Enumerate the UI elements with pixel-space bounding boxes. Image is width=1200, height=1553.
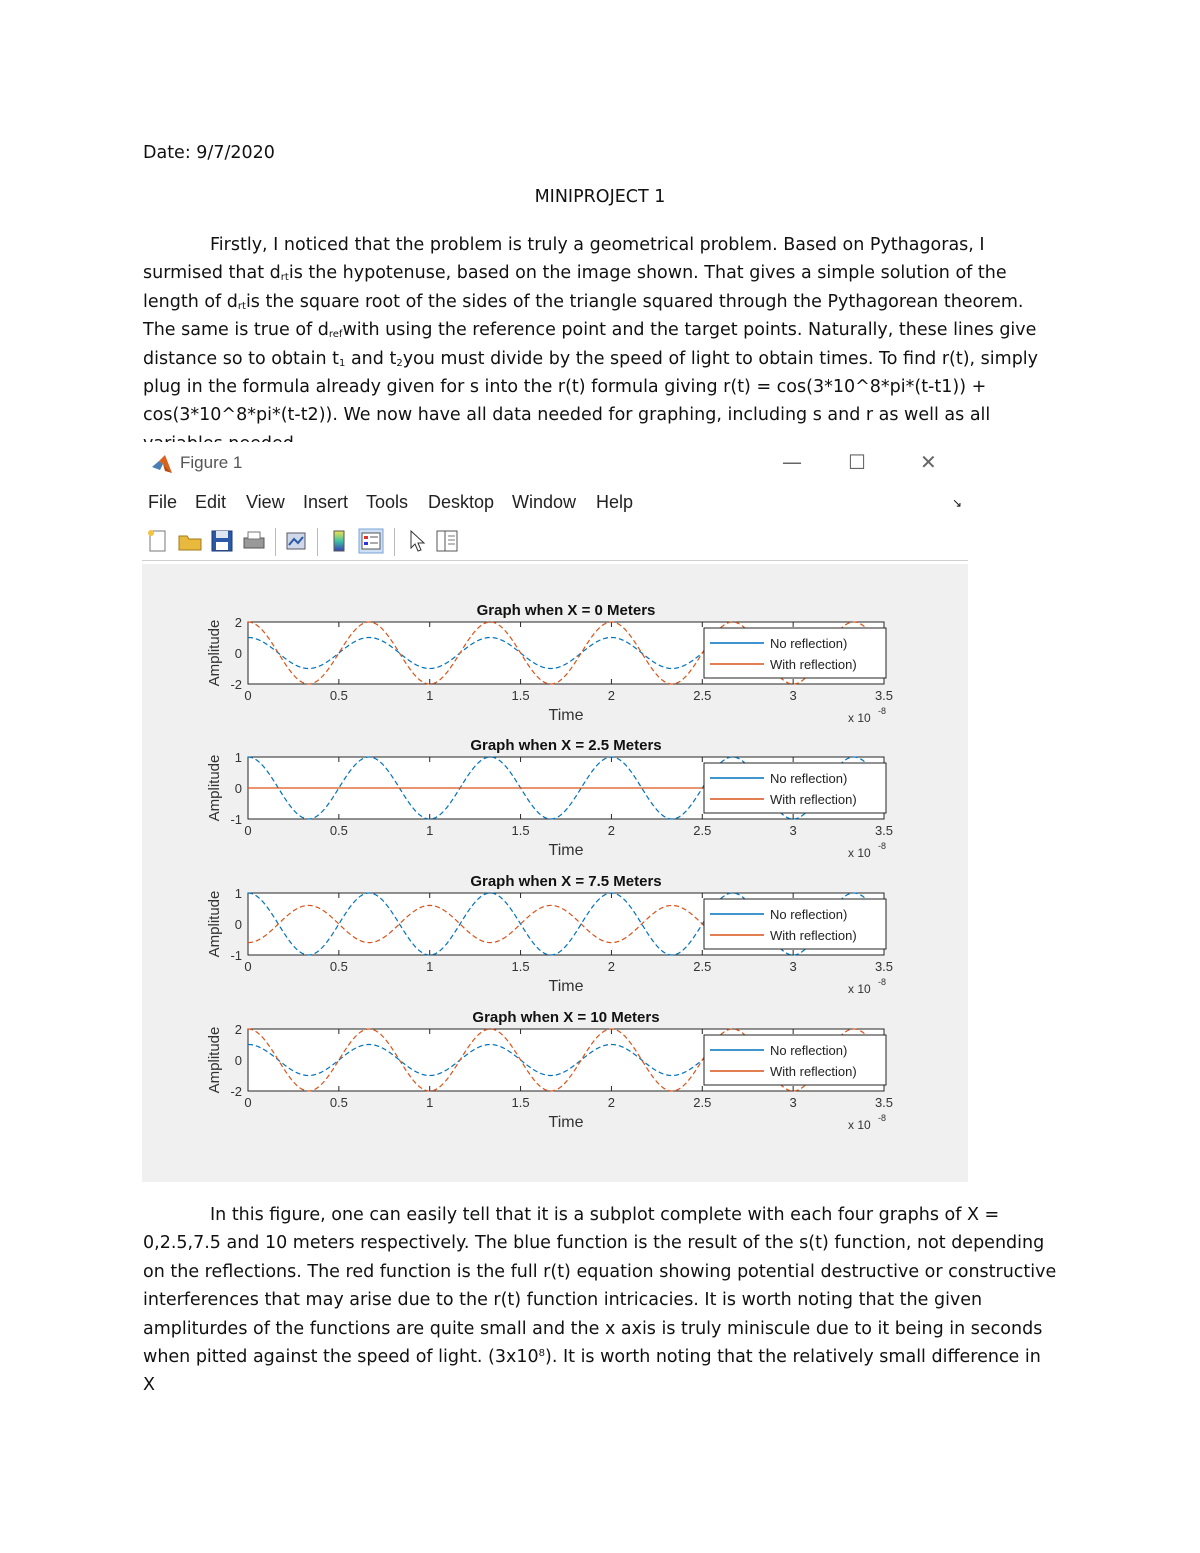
matlab-logo-icon [151, 455, 173, 475]
plot4-legend-label: No reflection) [770, 1043, 848, 1058]
plot3-ytick-label: -1 [230, 948, 242, 963]
plot2-ytick-label: 0 [234, 781, 242, 796]
para1-text-3: is the square root of the sides of the triangle squared through the Pythagorean theorem. The same is true of d [143, 291, 1024, 341]
plot4-xtick-label: 1.5 [511, 1095, 530, 1110]
para2-text-1: In this figure, one can easily tell that it is a subplot complete with each four graphs of X = 0,2.5,7.5 and 10 meters respectively. The blue function is the result of the s(t) function, not depending on the reflections. The red function is the full r(t) equation showing potential destructive or constructive interferences that may arise due to the r(t) function intricacies. It is worth noting that the given ampliturdes of the functions are quite small and the x axis is truly miniscule due to it being in seconds when pitted against the speed of light. (3x10 [143, 1205, 1057, 1368]
plot3-xtick-label: 3 [789, 959, 797, 974]
plot4-legend-label: With reflection) [770, 1064, 857, 1079]
plot3-xtick-label: 2 [607, 959, 616, 974]
paragraph-figure-description [143, 1201, 1058, 1400]
figure-window [142, 442, 968, 1182]
figure-canvas [142, 564, 968, 1182]
paragraph-intro [143, 231, 1058, 458]
plot3-ytick-label: 0 [234, 917, 242, 932]
plot4-xtick-label: 0 [244, 1095, 252, 1110]
plot4-xtick-label: 3.5 [874, 1095, 894, 1110]
subplot-figure [142, 564, 968, 1182]
close-button[interactable]: ✕ [920, 450, 937, 474]
menu-bar [142, 490, 968, 518]
link-plot-icon[interactable] [283, 528, 309, 554]
maximize-button[interactable]: ☐ [848, 450, 866, 474]
plot3-xtick-label: 1 [426, 959, 434, 974]
document-title: MINIPROJECT 1 [534, 187, 666, 207]
plot1-legend-label: No reflection) [770, 636, 848, 651]
plot4-xtick-label: 0.5 [329, 1095, 348, 1110]
subscript-2: 2 [396, 357, 403, 369]
plot4-xtick-label: 2.5 [693, 1095, 712, 1110]
plot4-xtick-label: 3 [789, 1095, 797, 1110]
plot3-xtick-label: 0 [244, 959, 252, 974]
date-line: Date: 9/7/2020 [143, 143, 275, 163]
plot1-ylabel: Amplitude [206, 619, 223, 687]
plot1-ytick-label: 2 [234, 615, 242, 630]
plot1-xlabel: Time [548, 707, 584, 724]
plot2-xtick-label: 1.5 [511, 823, 530, 838]
para1-text-2: is the hypotenuse, based on the image shown. That gives a simple solution of the length of d [143, 263, 1007, 312]
plot1-x-exponent: x 10 [848, 711, 871, 725]
plot3-ylabel: Amplitude [206, 890, 223, 958]
plot4-ytick-label: -2 [230, 1084, 242, 1099]
subscript-rt: rt [280, 272, 289, 284]
plot4-x-exponent: x 10 [848, 1118, 871, 1132]
plot3-xtick-label: 3.5 [874, 959, 894, 974]
plot3-xtick-label: 0.5 [329, 959, 348, 974]
plot2-legend-label: With reflection) [770, 792, 857, 807]
plot4-x-exponent-power: -8 [878, 1113, 887, 1123]
save-icon[interactable] [209, 528, 235, 554]
property-inspector-icon[interactable] [434, 528, 460, 554]
menu-desktop[interactable]: Desktop [428, 492, 495, 512]
plot2-ytick-label: -1 [230, 812, 242, 827]
plot2-xtick-label: 3 [789, 823, 797, 838]
menu-view[interactable]: View [246, 492, 285, 512]
plot2-x-exponent: x 10 [848, 846, 871, 860]
plot1-xtick-label: 3 [789, 688, 797, 703]
plot4-xtick-label: 1 [426, 1095, 434, 1110]
toolbar-separator [317, 528, 318, 556]
plot2-x-exponent-power: -8 [878, 841, 887, 851]
para1-text-6: you must divide by the speed of light to obtain times. To find r(t), simply plug in the formula already given for s into the r(t) formula giving r(t) = cos(3*10^8*pi*(t-t1)) + cos(3*10^8*pi*(t-t2)). We now have all data needed for graphing, including s and r as well as all [143, 348, 1039, 426]
plot4-ytick-label: 2 [234, 1022, 242, 1037]
plot1-ytick-label: 0 [234, 646, 242, 661]
menu-help[interactable]: Help [596, 492, 634, 512]
plot2-legend-label: No reflection) [770, 771, 848, 786]
plot4-ytick-label: 0 [234, 1053, 242, 1068]
edit-plot-icon[interactable] [404, 528, 430, 554]
plot3-xtick-label: 2.5 [693, 959, 712, 974]
plot2-ylabel: Amplitude [206, 754, 223, 822]
para1-text-4: with using the reference point and the target points. Naturally, these lines give distance so to obtain t [143, 320, 1037, 369]
window-titlebar[interactable] [142, 442, 968, 486]
plot4-xlabel: Time [548, 1114, 584, 1131]
para1-text-1: Firstly, I noticed that the problem is truly a geometrical problem. Based on Pythagoras, I surmised that d [143, 235, 985, 284]
superscript-8: 8 [538, 1348, 546, 1360]
plot2-xlabel: Time [548, 842, 584, 859]
plot2-xtick-label: 0.5 [329, 823, 348, 838]
plot3-xlabel: Time [548, 978, 584, 995]
plot2-xtick-label: 2 [607, 823, 616, 838]
para1-text-5: and t [345, 348, 397, 369]
menu-window[interactable]: Window [512, 492, 577, 512]
plot3-x-exponent-power: -8 [878, 977, 887, 987]
plot2-xtick-label: 0 [244, 823, 252, 838]
open-file-icon[interactable] [177, 528, 203, 554]
plot1-xtick-label: 2.5 [693, 688, 712, 703]
para2-text-2: ). It is worth noting that the relatively small difference in X [143, 1347, 1041, 1396]
colorbar-icon[interactable] [326, 528, 352, 554]
plot3-legend-label: With reflection) [770, 928, 857, 943]
menu-insert[interactable]: Insert [303, 492, 349, 512]
plot3-ytick-label: 1 [234, 886, 242, 901]
figure-toolbar [142, 522, 968, 561]
subscript-1: 1 [339, 357, 346, 369]
plot3-legend-label: No reflection) [770, 907, 848, 922]
print-icon[interactable] [241, 528, 267, 554]
plot3-xtick-label: 1.5 [511, 959, 530, 974]
menu-edit[interactable]: Edit [195, 492, 227, 512]
toolbar-separator [275, 528, 276, 556]
plot2-title: Graph when X = 2.5 Meters [470, 737, 662, 754]
plot4-title: Graph when X = 10 Meters [472, 1009, 660, 1026]
plot1-xtick-label: 0.5 [329, 688, 348, 703]
plot3-x-exponent: x 10 [848, 982, 871, 996]
plot1-xtick-label: 0 [244, 688, 252, 703]
minimize-button[interactable]: — [782, 450, 802, 474]
plot2-xtick-label: 3.5 [874, 823, 894, 838]
plot1-xtick-label: 1 [426, 688, 434, 703]
plot4-xtick-label: 2 [607, 1095, 616, 1110]
plot1-title: Graph when X = 0 Meters [476, 602, 656, 619]
window-title: Figure 1 [180, 453, 243, 472]
plot1-xtick-label: 2 [607, 688, 616, 703]
legend-icon[interactable] [358, 528, 384, 554]
plot2-xtick-label: 2.5 [693, 823, 712, 838]
plot1-legend-label: With reflection) [770, 657, 857, 672]
plot4-ylabel: Amplitude [206, 1026, 223, 1094]
plot1-ytick-label: -2 [230, 677, 242, 692]
plot2-ytick-label: 1 [234, 750, 242, 765]
new-figure-icon[interactable] [145, 528, 171, 554]
toolbar-separator [394, 528, 395, 556]
menu-tools[interactable]: Tools [366, 492, 409, 512]
subscript-ref: ref [328, 329, 343, 341]
subscript-rt-2: rt [237, 300, 246, 312]
plot3-title: Graph when X = 7.5 Meters [470, 873, 662, 890]
dock-icon[interactable]: ↘ [951, 496, 962, 510]
plot1-xtick-label: 3.5 [874, 688, 894, 703]
menu-file[interactable]: File [148, 492, 178, 512]
plot1-x-exponent-power: -8 [878, 706, 887, 716]
plot1-xtick-label: 1.5 [511, 688, 530, 703]
plot2-xtick-label: 1 [426, 823, 434, 838]
